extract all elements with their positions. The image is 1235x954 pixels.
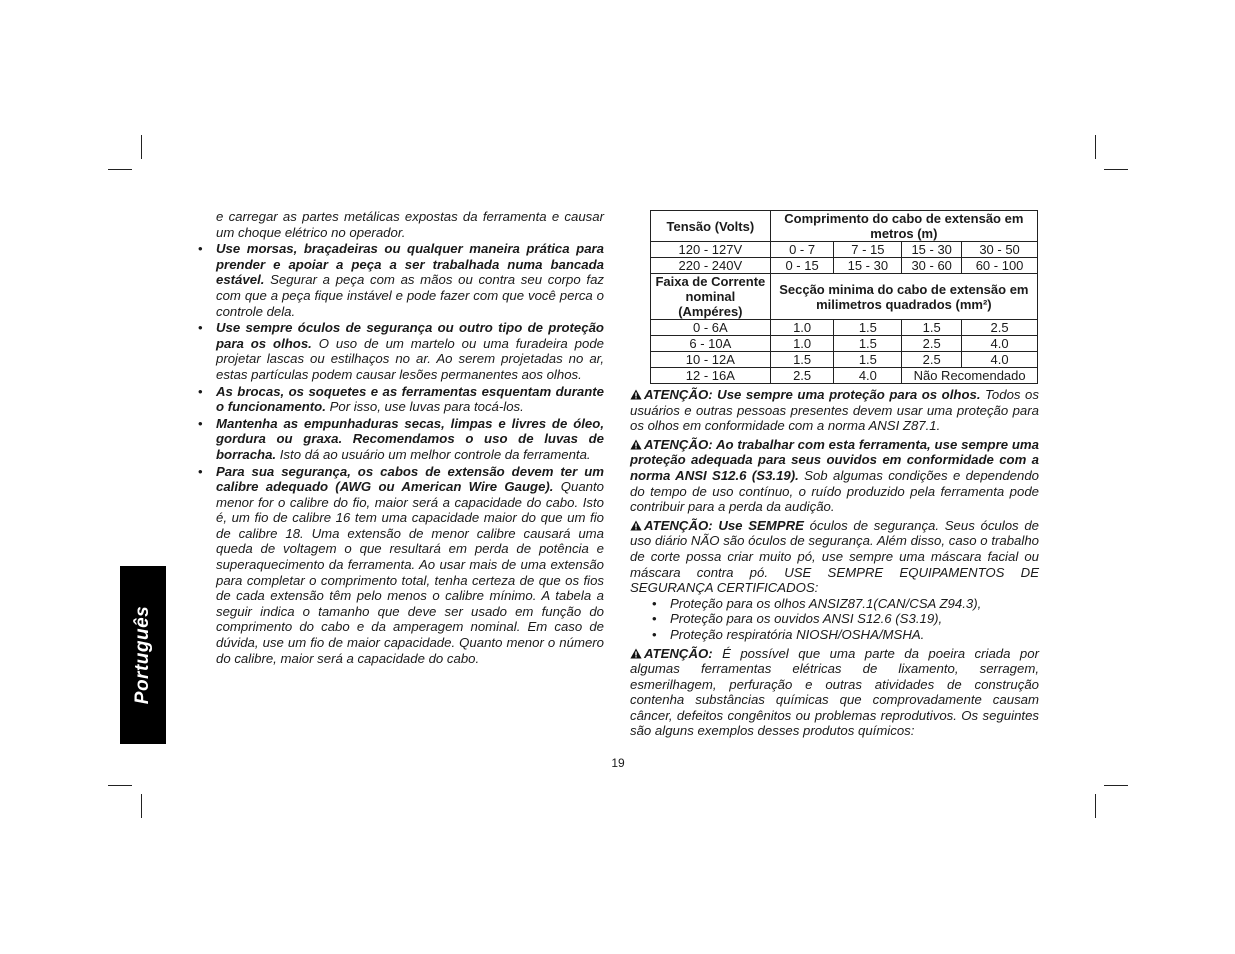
table-cell: 1.0: [770, 336, 834, 352]
warning-triangle-icon: [630, 520, 642, 531]
table-cell: 4.0: [962, 352, 1038, 368]
crop-mark: [1095, 794, 1096, 818]
table-row: [651, 242, 1038, 258]
bullet-bold: Use morsas, braçadeiras ou qualquer maneira prática para prender e apoiar a peça a ser trabalhada numa bancada estável.: [216, 241, 604, 288]
bullet-item: [196, 416, 604, 463]
table-cell: 1.5: [834, 336, 902, 352]
bullet-item: [196, 464, 604, 667]
table-cell: 2.5: [902, 352, 962, 368]
table-cell: 1.5: [902, 320, 962, 336]
table-row: [651, 258, 1038, 274]
voltage-header: Tensão (Volts): [651, 211, 771, 242]
warning-bold: ATENÇÃO: Ao trabalhar com esta ferramenta, use sempre uma proteção adequada para seus ouvidos em conformidade com a norma ANSI S12.6 (S3.19).: [630, 436, 1039, 483]
crop-mark: [1095, 135, 1096, 159]
table-cell: 2.5: [902, 336, 962, 352]
section-header: Secção minima do cabo de extensão em milimetros quadrados (mm²): [770, 274, 1037, 320]
extension-cord-table: [650, 210, 1038, 384]
table-cell: 6 - 10A: [651, 336, 771, 352]
table-cell: 10 - 12A: [651, 352, 771, 368]
table-cell: 4.0: [834, 368, 902, 384]
table-row: [651, 352, 1038, 368]
crop-mark: [141, 794, 142, 818]
warning-text: óculos de segurança. Seus óculos de uso diário NÃO são óculos de segurança. Além disso, caso o trabalho de corte possa criar muito pó, use sempre uma máscara facial ou máscara contra pó. USE SEMPRE EQUIPAMENTOS DE SEGURANÇA CERTIFICADOS:: [630, 517, 1039, 596]
crop-mark: [1104, 169, 1128, 170]
table-row: [651, 336, 1038, 352]
equipment-item: • Proteção para os olhos ANSIZ87.1(CAN/CSA Z94.3),: [652, 595, 982, 611]
warning-hearing-protection: [630, 437, 1039, 515]
table-cell: 0 - 7: [770, 242, 834, 258]
warning-text: Sob algumas condições e dependendo do tempo de uso contínuo, o ruído produzido pela ferramenta pode contribuir para a perda da audição.: [630, 467, 1039, 515]
table-cell: 0 - 6A: [651, 320, 771, 336]
warning-triangle-icon: [630, 439, 642, 450]
bullet-dot: •: [198, 415, 203, 431]
equipment-text: Proteção para os ouvidos ANSI S12.6 (S3.19),: [670, 611, 943, 627]
crop-mark: [108, 785, 132, 786]
warning-text: Todos os usuários e outras pessoas presentes devem usar uma proteção para os olhos em conformidade com a norma ANSI Z87.1.: [630, 387, 1039, 434]
bullet-text: Por isso, use luvas para tocá-los.: [325, 399, 524, 415]
table-cell: 60 - 100: [962, 258, 1038, 274]
equipment-item: • Proteção para os ouvidos ANSI S12.6 (S3.19),: [652, 611, 943, 627]
bullet-dot: •: [198, 383, 203, 399]
crop-mark: [141, 135, 142, 159]
bullet-bold: Mantenha as empunhaduras secas, limpas e livres de óleo, gordura ou graxa. Recomendamos o uso de luvas de borracha.: [216, 415, 604, 462]
table-cell: 30 - 60: [902, 258, 962, 274]
table-row: [651, 368, 1038, 384]
bullet-bold: Para sua segurança, os cabos de extensão devem ter um calibre adequado (AWG ou American Wire Gauge).: [216, 463, 604, 495]
left-column: [196, 209, 604, 666]
right-column: [630, 210, 1039, 739]
table-cell: Não Recomendado: [902, 368, 1038, 384]
warning-text: É possível que uma parte da poeira criada por algumas ferramentas elétricas de lixamento, serragem, esmerilhagem, perfuração e outras atividades de construção contenha substâncias químicas que comprovadamente causam câncer, defeitos congênitos ou problemas reprodutivos. Os seguintes são alguns exemplos desses produtos químicos:: [630, 645, 1039, 739]
language-tab: [120, 566, 166, 744]
bullet-dot: •: [198, 241, 203, 257]
table-cell: 7 - 15: [834, 242, 902, 258]
table-cell: 120 - 127V: [651, 242, 771, 258]
table-cell: 15 - 30: [902, 242, 962, 258]
table-cell: 30 - 50: [962, 242, 1038, 258]
warning-eye-protection: [630, 387, 1039, 434]
crop-mark: [108, 169, 132, 170]
warning-triangle-icon: [630, 389, 642, 400]
language-tab-label: Português: [132, 605, 154, 705]
bullet-text: Quanto menor for o calibre do fio, maior será a capacidade do cabo. Isto é, um fio de calibre 16 tem uma capacidade maior do que um fio de calibre 18. Uma extensão de menor calibre causará uma queda de voltagem o que resultará em perda de potência e superaquecimento da ferramenta. Ao usar mais de uma extensão para completar o comprimento total, tenha certeza de que os fios de cada extensão têm pelo menos o calibre mínimo. A tabela a seguir indica o tamanho que deve ser usado em função do comprimento do cabo e da amperagem nominal. Em caso de dúvida, use um fio de maior capacidade. Quanto menor o número do calibre, maior será a capacidade do cabo.: [216, 479, 604, 666]
table-cell: 1.5: [834, 320, 902, 336]
table-cell: 2.5: [962, 320, 1038, 336]
bullet-text: O uso de um martelo ou uma furadeira pode projetar lascas ou estilhaços no ar. Ao serem projetadas no ar, estas partículas podem causar lesões permanentes aos olhos.: [216, 335, 604, 382]
current-header: Faixa de Corrente nominal (Ampéres): [651, 274, 771, 320]
table-cell: 2.5: [770, 368, 834, 384]
equipment-text: Proteção respiratória NIOSH/OSHA/MSHA.: [670, 626, 925, 642]
bullet-dot: •: [198, 320, 203, 336]
table-cell: 4.0: [962, 336, 1038, 352]
bullet-text: Isto dá ao usuário um melhor controle da ferramenta.: [276, 446, 591, 462]
table-cell: 220 - 240V: [651, 258, 771, 274]
page-number: 19: [611, 756, 625, 770]
warning-bold: ATENÇÃO:: [644, 645, 713, 661]
bullet-bold: Use sempre óculos de segurança ou outro tipo de proteção para os olhos.: [216, 320, 604, 351]
warning-chemical-dust: [630, 646, 1039, 740]
table-cell: 1.5: [770, 352, 834, 368]
bullet-item: [196, 320, 604, 382]
warning-safety-glasses: [630, 518, 1039, 596]
table-cell: 1.0: [770, 320, 834, 336]
table-cell: 0 - 15: [770, 258, 834, 274]
warning-bold: ATENÇÃO: Use SEMPRE: [644, 517, 804, 533]
bullet-text: Segurar a peça com as mãos ou contra seu corpo faz com que a peça fique instável e pode fazer com que você perca o controle dela.: [216, 272, 604, 319]
length-header: Comprimento do cabo de extensão em metros (m): [770, 211, 1037, 242]
intro-paragraph: e carregar as partes metálicas expostas da ferramenta e causar um choque elétrico no operador.: [216, 209, 604, 240]
crop-mark: [1104, 785, 1128, 786]
bullet-dot: •: [198, 463, 203, 479]
table-row: [651, 320, 1038, 336]
bullet-item: [196, 384, 604, 415]
bullet-item: [196, 241, 604, 319]
table-cell: 15 - 30: [834, 258, 902, 274]
warning-bold: ATENÇÃO: Use sempre uma proteção para os olhos.: [644, 387, 981, 402]
bullet-bold: As brocas, os soquetes e as ferramentas esquentam durante o funcionamento.: [216, 383, 604, 415]
warning-triangle-icon: [630, 648, 642, 659]
table-cell: 1.5: [834, 352, 902, 368]
equipment-item: • Proteção respiratória NIOSH/OSHA/MSHA.: [652, 626, 925, 642]
table-cell: 12 - 16A: [651, 368, 771, 384]
equipment-text: Proteção para os olhos ANSIZ87.1(CAN/CSA Z94.3),: [670, 595, 982, 611]
